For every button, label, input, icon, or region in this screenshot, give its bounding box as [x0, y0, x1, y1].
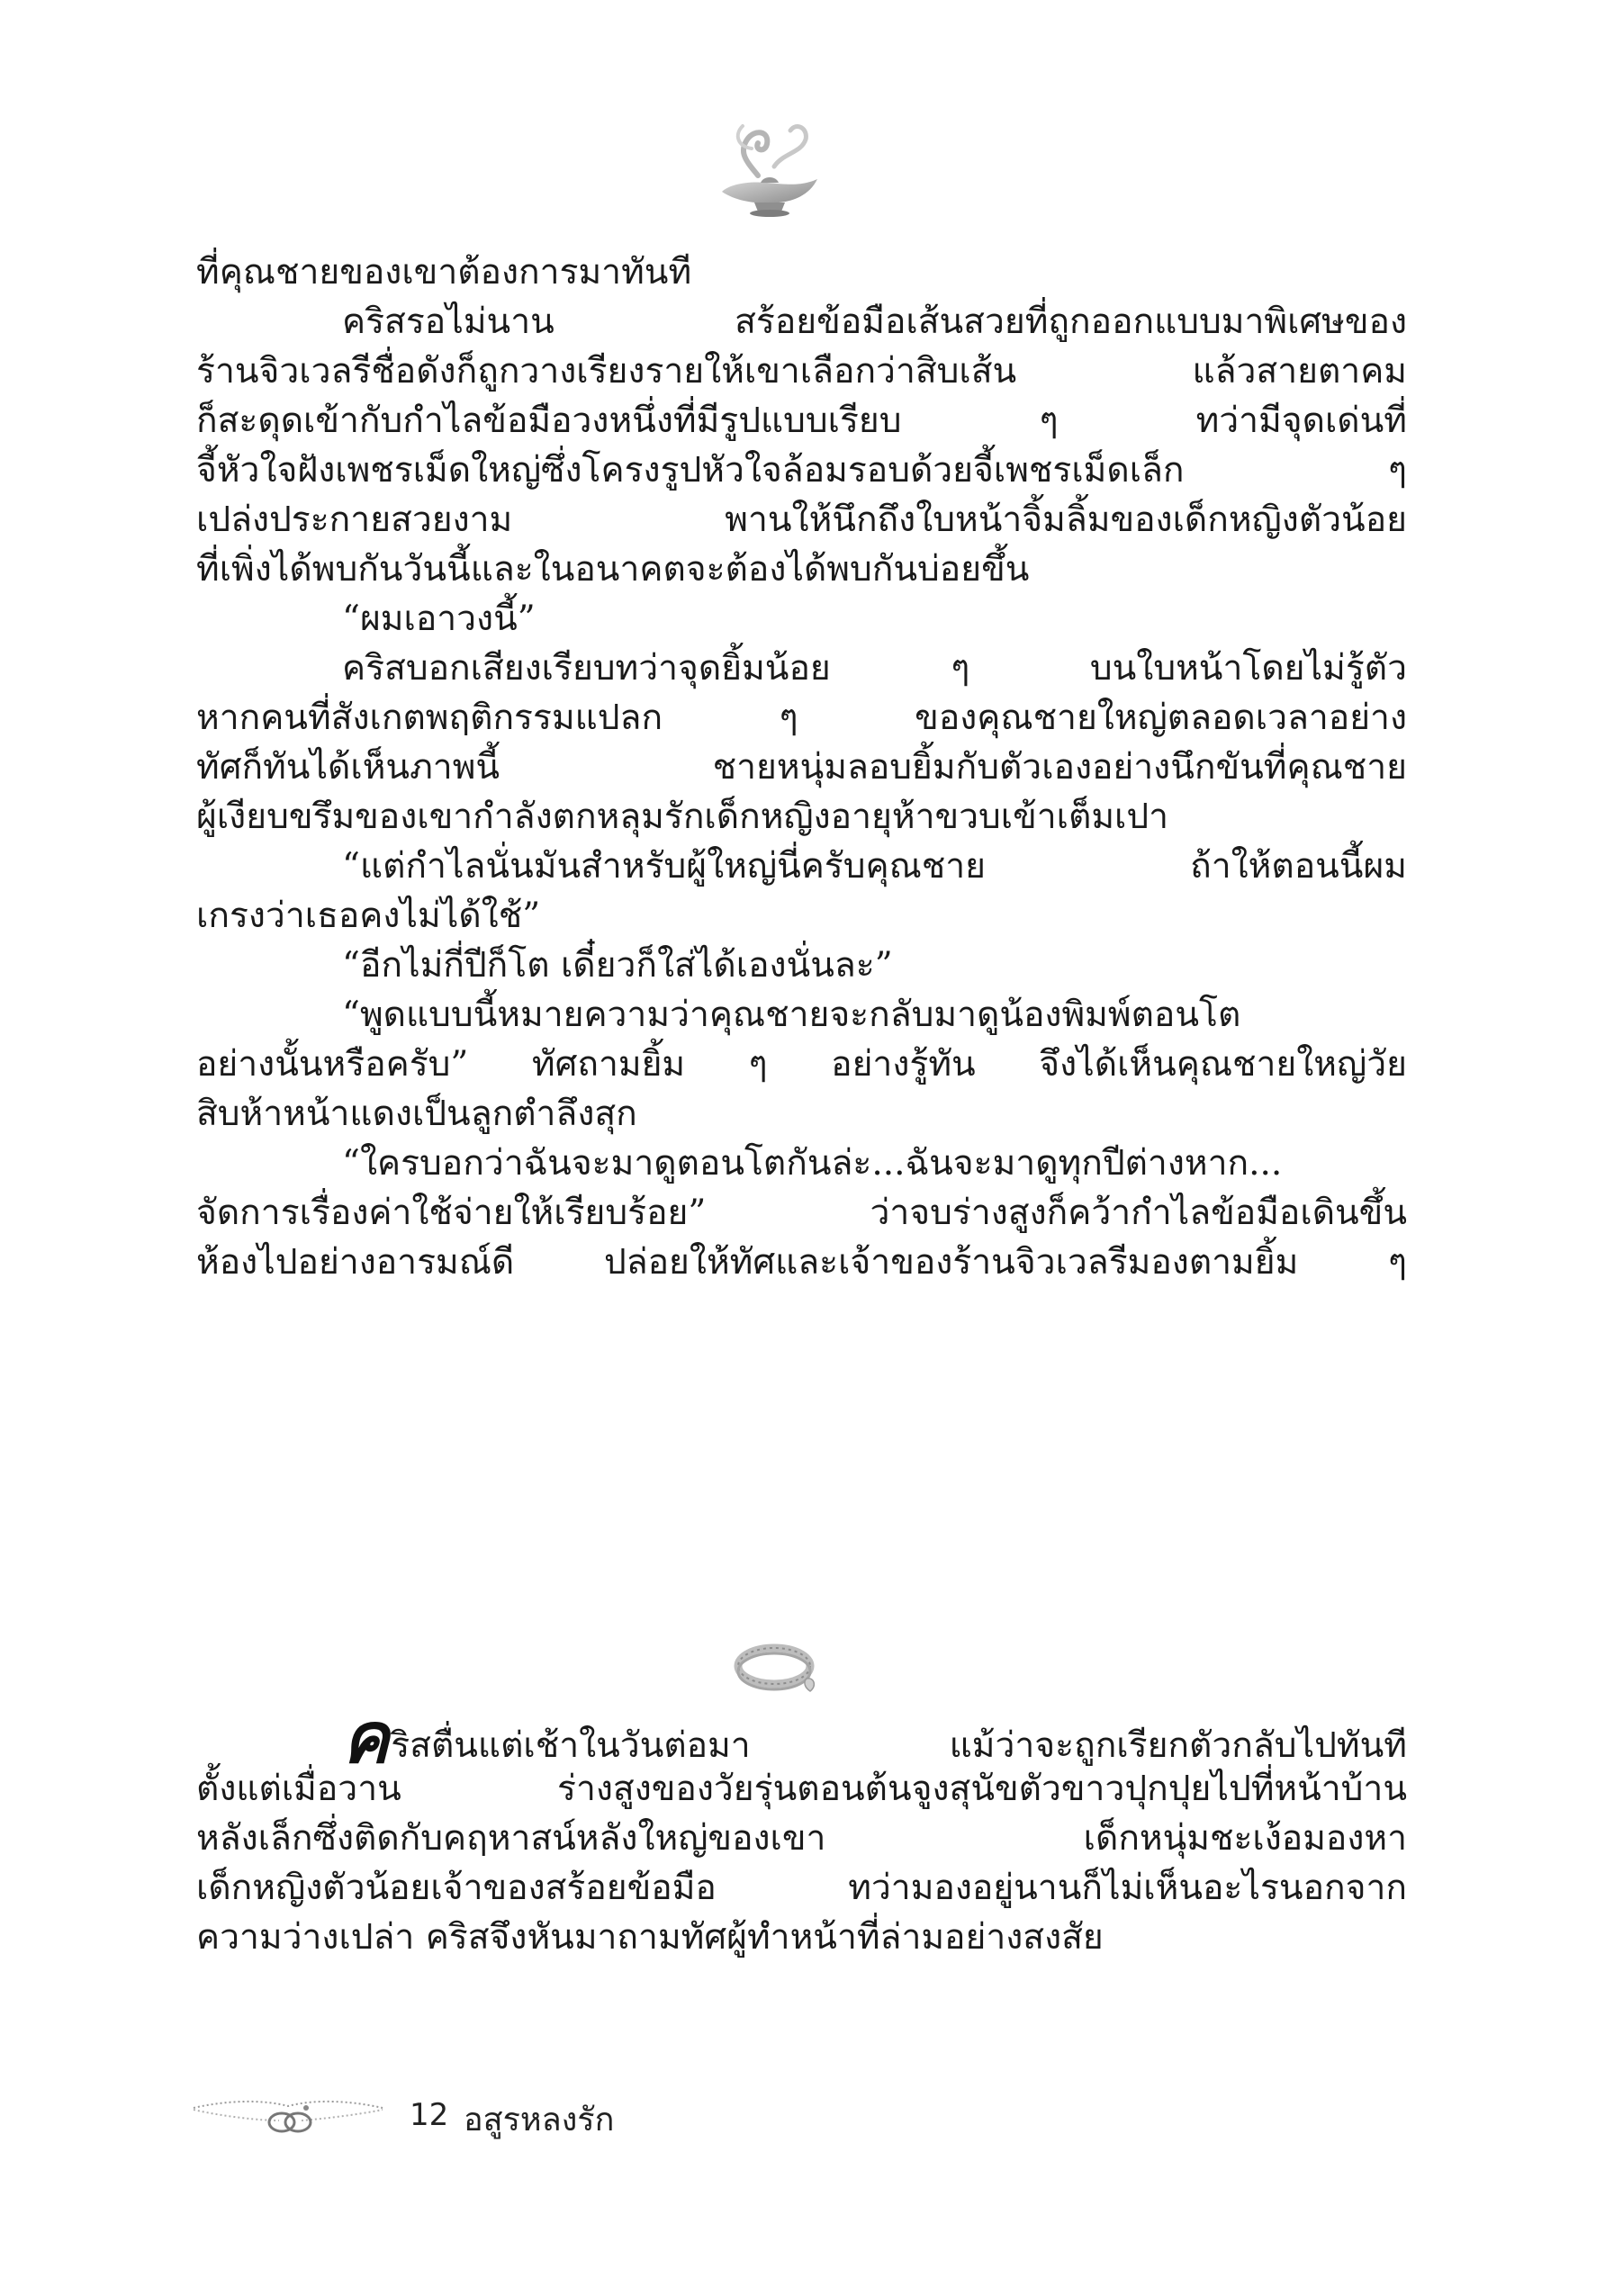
paragraph-line: ก็สะดุดเข้ากับกำไลข้อมือวงหนึ่งที่มีรูปแบบเรียบ ๆ ทว่ามีจุดเด่นที่ [196, 401, 1407, 441]
dropcap-paragraph-line [196, 1698, 1407, 1779]
paragraph-line: หลังเล็กซึ่งติดกับคฤหาสน์หลังใหญ่ของเขา เด็กหนุ่มชะเง้อมองหา [196, 1818, 1407, 1859]
paragraph-line: สิบห้าหน้าแดงเป็นลูกตำลึงสุก [196, 1094, 637, 1134]
paragraph-line: ที่เพิ่งได้พบกันวันนี้และในอนาคตจะต้องได้พบกันบ่อยขึ้น [196, 549, 1030, 590]
paragraph-line: เด็กหญิงตัวน้อยเจ้าของสร้อยข้อมือ ทว่ามองอยู่นานก็ไม่เห็นอะไรนอกจาก [196, 1868, 1407, 1908]
dialogue-line: “ผมเอาวงนี้” [342, 599, 536, 639]
paragraph-line: จี้หัวใจฝังเพชรเม็ดใหญ่ซึ่งโครงรูปหัวใจล้อมรอบด้วยจี้เพชรเม็ดเล็ก ๆ [196, 450, 1407, 491]
paragraph-line: ทัศก็ทันได้เห็นภาพนี้ ชายหนุ่มลอบยิ้มกับตัวเองอย่างนึกขันที่คุณชาย [196, 747, 1407, 788]
dialogue-line: “ใครบอกว่าฉันจะมาดูตอนโตกันล่ะ...ฉันจะมาดูทุกปีต่างหาก... [342, 1143, 1283, 1184]
paragraph-line: หากคนที่สังเกตพฤติกรรมแปลก ๆ ของคุณชายใหญ่ตลอดเวลาอย่าง [196, 698, 1407, 738]
drop-cap: ค [342, 1698, 390, 1779]
paragraph-line: ห้องไปอย่างอารมณ์ดี ปล่อยให้ทัศและเจ้าของร้านจิวเวลรีมองตามยิ้ม ๆ [196, 1242, 1407, 1283]
bracelet-chain-icon [189, 2088, 387, 2142]
body-text-section-1 [196, 248, 1407, 1287]
paragraph-line: ร้านจิวเวลรีชื่อดังก็ถูกวางเรียงรายให้เขาเลือกว่าสิบเส้น แล้วสายตาคม [196, 351, 1407, 392]
dialogue-line: “อีกไม่กี่ปีก็โต เดี๋ยวก็ใส่ได้เองนั่นละ” [342, 945, 893, 986]
paragraph-line: ผู้เงียบขรึมของเขากำลังตกหลุมรักเด็กหญิงอายุห้าขวบเข้าเต็มเปา [196, 797, 1169, 837]
paragraph-line: ความว่างเปล่า คริสจึงหันมาถามทัศผู้ทำหน้าที่ล่ามอย่างสงสัย [196, 1917, 1104, 1958]
paragraph-line-text: ริสตื่นแต่เช้าในวันต่อมา แม้ว่าจะถูกเรียกตัวกลับไปทันที [391, 1725, 1407, 1766]
paragraph-line: คริสบอกเสียงเรียบทว่าจุดยิ้มน้อย ๆ บนใบหน้าโดยไม่รู้ตัว [342, 648, 1407, 689]
bracelet-icon [727, 1634, 822, 1710]
dialogue-line: “แต่กำไลนั่นมันสำหรับผู้ใหญ่นี่ครับคุณชาย ถ้าให้ตอนนี้ผม [342, 846, 1407, 887]
dialogue-line: “พูดแบบนี้หมายความว่าคุณชายจะกลับมาดูน้องพิมพ์ตอนโต [342, 995, 1241, 1035]
genie-lamp-icon [711, 113, 828, 230]
body-text-section-2 [196, 1698, 1407, 1962]
paragraph-line: เปล่งประกายสวยงาม พานให้นึกถึงใบหน้าจิ้มลิ้มของเด็กหญิงตัวน้อย [196, 500, 1407, 540]
dialogue-line: เกรงว่าเธอคงไม่ได้ใช้” [196, 896, 541, 936]
paragraph-line: ที่คุณชายของเขาต้องการมาทันที [196, 252, 692, 293]
paragraph-line: อย่างนั้นหรือครับ” ทัศถามยิ้ม ๆ อย่างรู้ทัน จึงได้เห็นคุณชายใหญ่วัย [196, 1044, 1407, 1085]
paragraph-line: ตั้งแต่เมื่อวาน ร่างสูงของวัยรุ่นตอนต้นจูงสุนัขตัวขาวปุกปุยไปที่หน้าบ้าน [196, 1769, 1407, 1809]
paragraph-line: จัดการเรื่องค่าใช้จ่ายให้เรียบร้อย” ว่าจบร่างสูงก็คว้ากำไลข้อมือเดินขึ้น [196, 1193, 1407, 1233]
page-number: 12 [410, 2097, 449, 2133]
page-footer [189, 2088, 819, 2142]
paragraph-line: คริสรอไม่นาน สร้อยข้อมือเส้นสวยที่ถูกออกแบบมาพิเศษของ [342, 302, 1407, 342]
book-title: อสูรหลงรัก [464, 2102, 615, 2138]
